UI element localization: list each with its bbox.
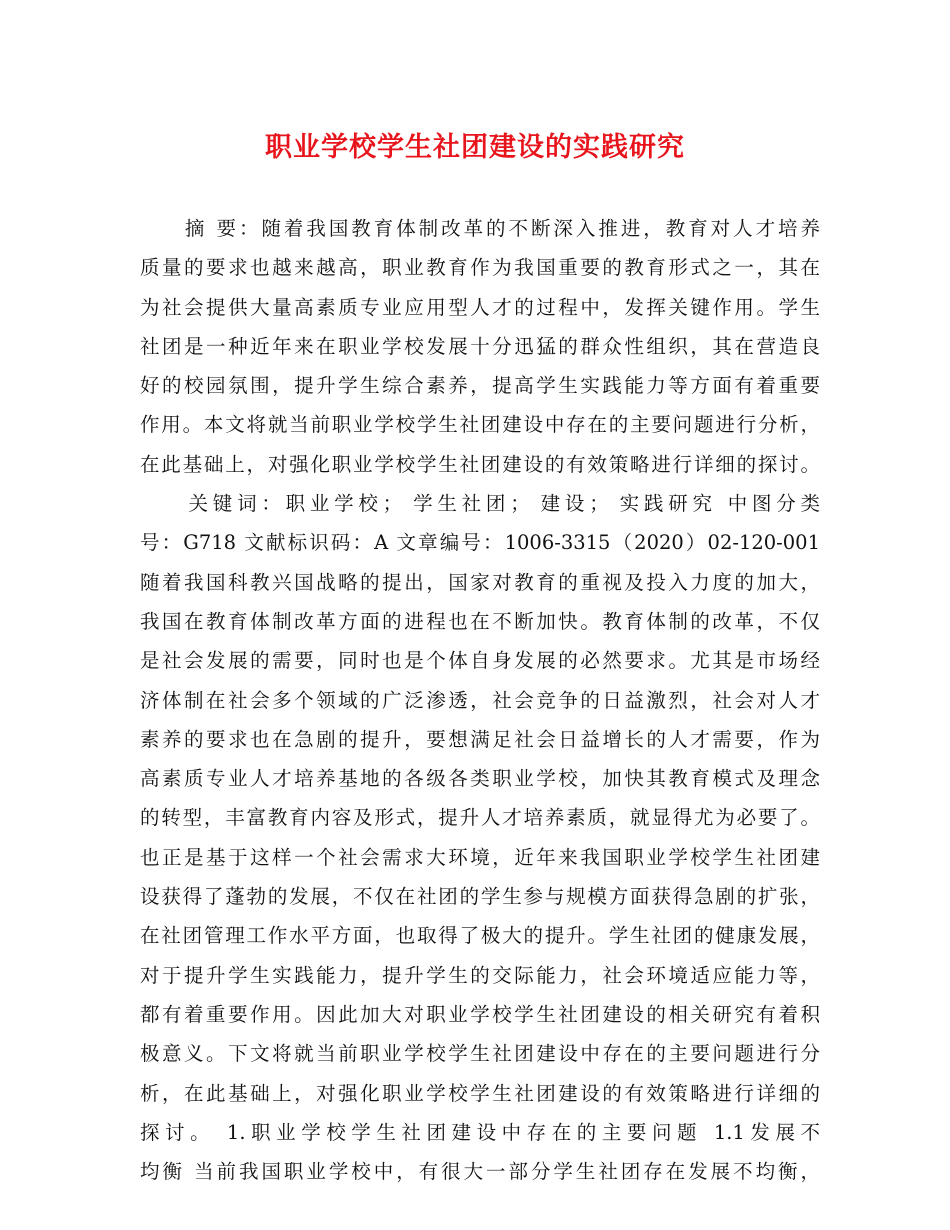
body-line: 极意义。下文将就当前职业学校学生社团建设中存在的主要问题进行分 bbox=[140, 1042, 820, 1066]
body-line: 我国在教育体制改革方面的进程也在不断加快。教育体制的改革，不仅 bbox=[140, 609, 820, 633]
body-line: 对于提升学生实践能力，提升学生的交际能力，社会环境适应能力等， bbox=[140, 963, 820, 987]
body-line: 济体制在社会多个领域的广泛渗透，社会竞争的日益激烈，社会对人才 bbox=[140, 688, 820, 712]
body-line: 的转型，丰富教育内容及形式，提升人才培养素质，就显得尤为必要了。 bbox=[140, 806, 820, 830]
document-title: 职业学校学生社团建设的实践研究 bbox=[265, 132, 685, 163]
body-line: 素养的要求也在急剧的提升，要想满足社会日益增长的人才需要，作为 bbox=[140, 727, 820, 751]
body-line: 析，在此基础上，对强化职业学校学生社团建设的有效策略进行详细的 bbox=[140, 1081, 820, 1105]
body-line: 在此基础上，对强化职业学校学生社团建设的有效策略进行详细的探讨。 bbox=[140, 452, 820, 476]
section-heading-line: 探讨。 1.职业学校学生社团建设中存在的主要问题 1.1发展不 bbox=[140, 1120, 820, 1144]
body-line: 在社团管理工作水平方面，也取得了极大的提升。学生社团的健康发展， bbox=[140, 924, 820, 948]
body-line: 随着我国科教兴国战略的提出，国家对教育的重视及投入力度的加大， bbox=[140, 570, 820, 594]
body-line: 质量的要求也越来越高，职业教育作为我国重要的教育形式之一，其在 bbox=[140, 256, 820, 280]
body-line: 好的校园氛围，提升学生综合素养，提高学生实践能力等方面有着重要 bbox=[140, 374, 820, 398]
body-line: 都有着重要作用。因此加大对职业学校学生社团建设的相关研究有着积 bbox=[140, 1002, 820, 1026]
body-line: 设获得了蓬勃的发展，不仅在社团的学生参与规模方面获得急剧的扩张， bbox=[140, 885, 820, 909]
body-line: 均衡 当前我国职业学校中，有很大一部分学生社团存在发展不均衡， bbox=[140, 1160, 820, 1184]
body-line: 摘 要：随着我国教育体制改革的不断深入推进，教育对人才培养 bbox=[140, 217, 820, 240]
body-line: 社团是一种近年来在职业学校发展十分迅猛的群众性组织，其在营造良 bbox=[140, 334, 820, 358]
body-line: 为社会提供大量高素质专业应用型人才的过程中，发挥关键作用。学生 bbox=[140, 295, 820, 319]
classification-line: 号：G718 文献标识码：A 文章编号：1006-3315（2020）02-120-001 bbox=[140, 531, 820, 555]
body-line: 也正是基于这样一个社会需求大环境，近年来我国职业学校学生社团建 bbox=[140, 845, 820, 869]
body-line: 高素质专业人才培养基地的各级各类职业学校，加快其教育模式及理念 bbox=[140, 767, 820, 791]
keywords-line: 关键词：职业学校； 学生社团； 建设； 实践研究 中图分类 bbox=[140, 492, 820, 516]
body-line: 作用。本文将就当前职业学校学生社团建设中存在的主要问题进行分析， bbox=[140, 413, 820, 437]
body-line: 是社会发展的需要，同时也是个体自身发展的必然要求。尤其是市场经 bbox=[140, 649, 820, 673]
document-body bbox=[140, 209, 820, 1191]
